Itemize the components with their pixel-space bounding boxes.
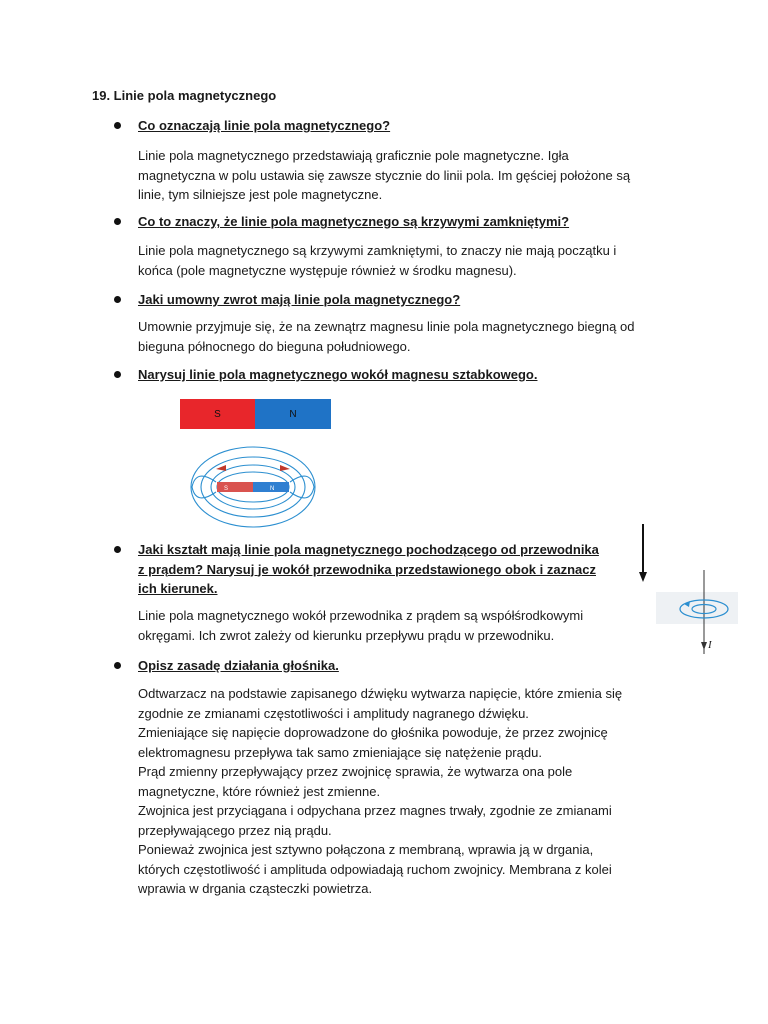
answer-line: okręgami. Ich zwrot zależy od kierunku przepływu prądu w przewodniku. (138, 627, 555, 643)
wire-field-figure (656, 568, 738, 660)
field-line (290, 476, 314, 498)
question-4 (138, 365, 537, 385)
diagram-n-label: N (270, 486, 275, 492)
question-line: Co oznaczają linie pola magnetycznego? (138, 118, 391, 133)
answer-line: Linie pola magnetycznego przedstawiają graficznie pole magnetyczne. Igła (138, 148, 569, 163)
diagram-magnet-south (217, 482, 253, 492)
answer-line: Odtwarzacz na podstawie zapisanego dźwięku wytwarza napięcie, które zmienia się (138, 686, 623, 701)
bullet (114, 371, 121, 378)
answer-line: Linie pola magnetycznego są krzywymi zamkniętymi, to znaczy nie mają początku i (138, 243, 617, 258)
arrow-down-icon (639, 572, 647, 582)
field-line (192, 476, 216, 498)
question-6 (138, 656, 339, 676)
arrow-icon (280, 465, 290, 471)
answer-line: elektromagnesu przepływa tak samo zmieniające się natężenie prądu. (138, 744, 542, 760)
arrow-down-icon (701, 642, 707, 650)
question-line: Jaki umowny zwrot mają linie pola magnetycznego? (138, 292, 461, 307)
bar-magnet-field-diagram (186, 438, 320, 536)
answer-line: magnetyczna w polu ustawia się zawsze stycznie do linii pola. Im gęściej położone są (138, 167, 631, 183)
answer-3 (138, 317, 683, 356)
bullet (114, 296, 121, 303)
answer-line: których częstotliwość i amplituda odpowiadają ruchom zwojnicy. Membrana z kolei (138, 861, 612, 877)
answer-5 (138, 606, 683, 645)
answer-line: końca (pole magnetyczne występuje również w środku magnesu). (138, 262, 517, 278)
diagram-s-label: S (224, 486, 229, 492)
question-line: ich kierunek. (138, 581, 218, 596)
answer-line: Zmieniające się napięcie doprowadzone do głośnika powoduje, że przez zwojnicę (138, 725, 608, 740)
answer-line: linie, tym silniejsze jest pole magnetyczne. (138, 187, 383, 202)
magnet-south-pole: S (180, 399, 255, 429)
answer-line: magnetyczne, które również jest zmienne. (138, 783, 381, 799)
answer-line: bieguna północnego do bieguna południowego. (138, 338, 411, 354)
answer-line: Ponieważ zwojnica jest sztywno połączona z membraną, wprawia ją w drgania, (138, 842, 594, 857)
plane (656, 592, 738, 624)
question-line: Narysuj linie pola magnetycznego wokół magnesu sztabkowego. (138, 367, 538, 382)
question-1 (138, 116, 390, 136)
question-line: Jaki kształt mają linie pola magnetycznego pochodzącego od przewodnika (138, 542, 599, 557)
section-title: 19. Linie pola magnetycznego (92, 88, 277, 103)
answer-6 (138, 684, 683, 899)
bullet (114, 662, 121, 669)
bar-magnet (180, 399, 331, 429)
bullet (114, 218, 121, 225)
question-5 (138, 540, 599, 599)
question-line: Opisz zasadę działania głośnika. (138, 658, 339, 673)
bullet (114, 546, 121, 553)
conductor-wire (636, 522, 650, 586)
arrow-icon (216, 465, 226, 471)
magnet-north-pole: N (255, 399, 331, 429)
answer-2 (138, 241, 683, 280)
answer-line: wprawia w drgania cząsteczki powietrza. (138, 881, 373, 896)
answer-1 (138, 146, 683, 205)
question-line: z prądem? Narysuj je wokół przewodnika przedstawionego obok i zaznacz (138, 561, 596, 577)
answer-line: Linie pola magnetycznego wokół przewodnika z prądem są współśrodkowymi (138, 608, 584, 623)
current-label: I (708, 639, 712, 651)
answer-line: przepływającego przez nią prądu. (138, 822, 332, 838)
question-3 (138, 290, 460, 310)
answer-line: zgodnie ze zmianami częstotliwości i amplitudy nagranego dźwięku. (138, 705, 529, 721)
question-2 (138, 212, 569, 232)
bullet (114, 122, 121, 129)
answer-line: Prąd zmienny przepływający przez zwojnicę sprawia, że wytwarza ona pole (138, 764, 573, 779)
answer-line: Zwojnica jest przyciągana i odpychana przez magnes trwały, zgodnie ze zmianami (138, 803, 612, 818)
answer-line: Umownie przyjmuje się, że na zewnątrz magnesu linie pola magnetycznego biegną od (138, 319, 635, 334)
question-line: Co to znaczy, że linie pola magnetycznego są krzywymi zamkniętymi? (138, 214, 570, 229)
